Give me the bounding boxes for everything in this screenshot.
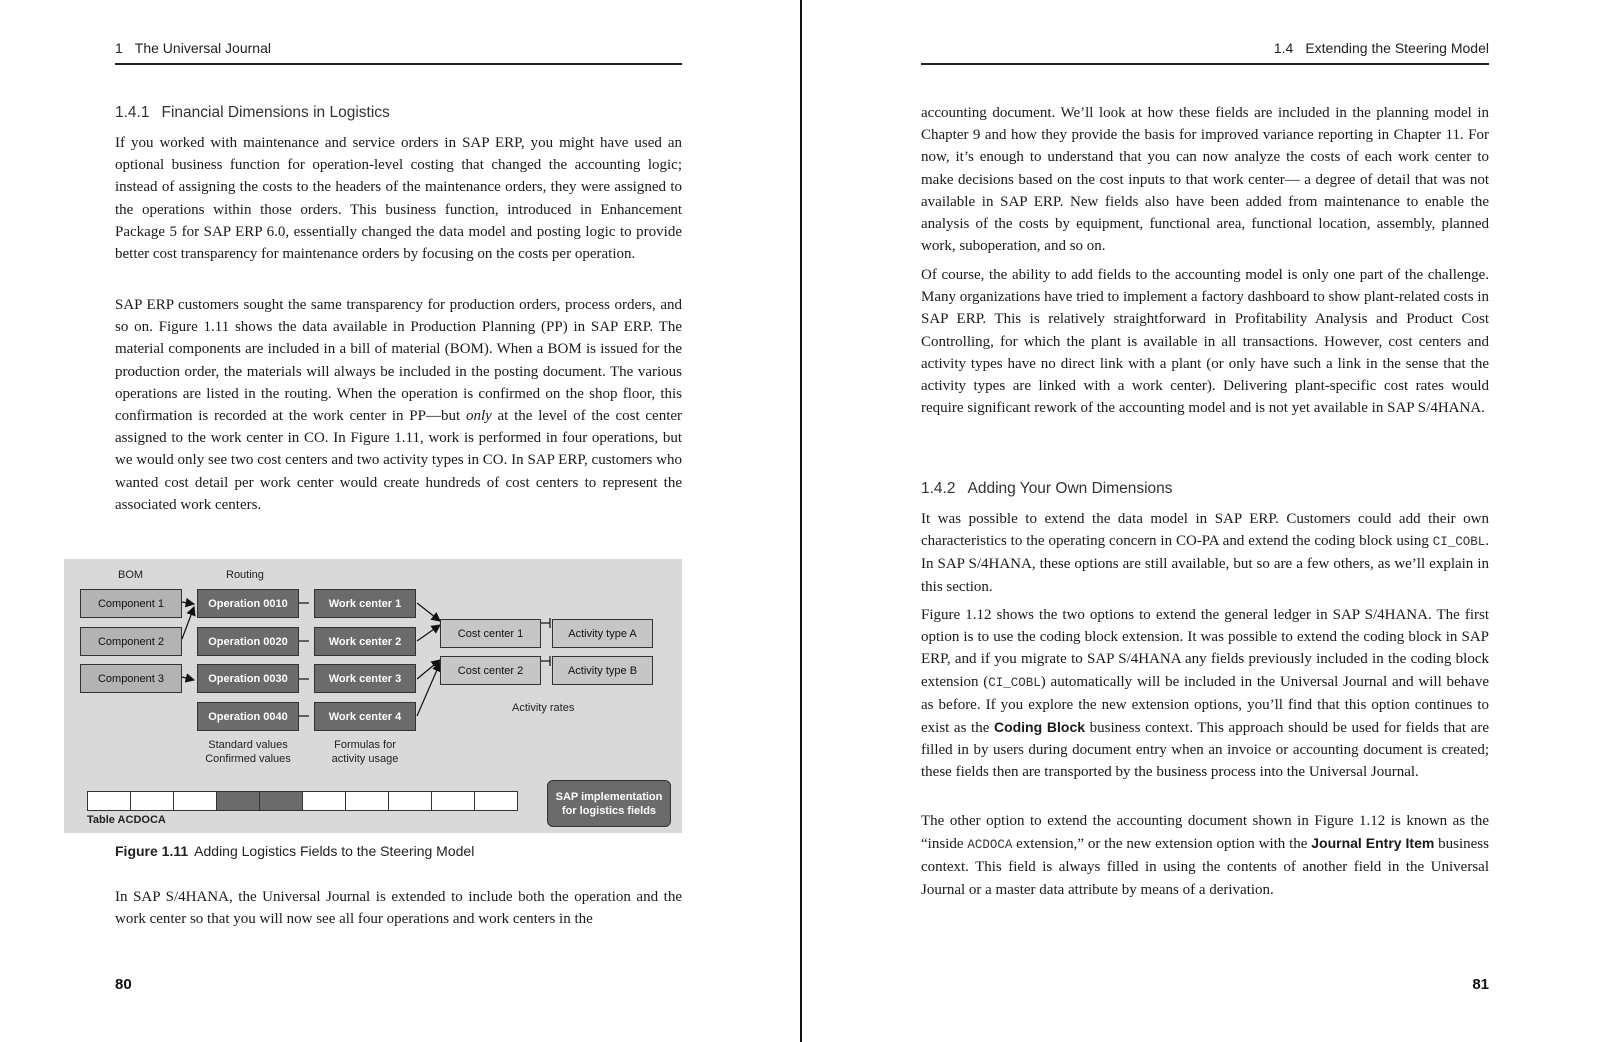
activity-type-box: Activity type B: [552, 656, 653, 685]
component-box: Component 1: [80, 589, 182, 618]
page-number: 81: [1472, 976, 1489, 993]
paragraph: [921, 810, 1489, 901]
formulas-label: Formulas for: [334, 739, 396, 751]
paragraph: [921, 508, 1489, 598]
cost-center-box: Cost center 2: [440, 656, 541, 685]
section-heading: [921, 480, 1173, 498]
table-cell: [388, 791, 432, 811]
work-center-box: Work center 4: [314, 702, 416, 731]
sap-box-line: for logistics fields: [561, 804, 657, 817]
header-rule: [115, 63, 682, 65]
section-number: 1.4: [1273, 40, 1294, 56]
ui-term: Coding Block: [993, 719, 1086, 736]
paragraph: [921, 604, 1489, 784]
table-cell: [130, 791, 174, 811]
activity-rates-label: Activity rates: [512, 702, 575, 714]
text-run: It was possible to extend the data model in SAP ERP. Customers could add their own characteristics to the operating concern in CO-PA and extend the coding block using: [921, 511, 1489, 550]
text-run: The other option to extend the accounting document shown in Figure 1.12 is known as the “inside: [921, 813, 1489, 853]
running-head-left: [115, 40, 271, 56]
paragraph: In SAP S/4HANA, the Universal Journal is extended to include both the operation and the work center so that you will now see all four operations and work centers in the: [115, 889, 682, 928]
paragraph: If you worked with maintenance and service orders in SAP ERP, you might have used an optional business function for operation-level costing that changed the accounting logic; instead of assigning the costs to the headers of the maintenance orders, they were assigned to the operations within those orders. This business function, introduced in Enhancement Package 5 for SAP ERP 6.0, essentially changed the data model and posting logic to provide better cost transparency for maintenance orders by focusing on the costs per operation.: [115, 135, 682, 263]
table-cell-highlighted: [216, 791, 260, 811]
text-run: business context. This approach should be used for fields that are filled in by users during document entry when an invoice or accounting document is created; these fields then are transported by the business process into the Universal Journal.: [921, 720, 1489, 781]
figure-1-11: [64, 559, 682, 833]
section-number: 1.4.1: [115, 104, 150, 121]
sap-implementation-box: [547, 780, 671, 827]
standard-values-label: Standard values: [208, 739, 288, 751]
work-center-box: Work center 3: [314, 664, 416, 693]
confirmed-values-label: Confirmed values: [205, 753, 291, 765]
figure-caption: [115, 843, 474, 859]
text-run: ) automatically will be included in the Universal Journal and will behave as before. If you explore the new extension options, you’ll find that this option continues to exist as the: [921, 673, 1489, 737]
operation-box: Operation 0020: [197, 627, 299, 656]
chapter-title: The Universal Journal: [134, 40, 271, 56]
header-rule: [921, 63, 1489, 65]
bom-label: BOM: [118, 569, 144, 581]
cost-center-box: Cost center 1: [440, 619, 541, 648]
operation-box: Operation 0030: [197, 664, 299, 693]
table-cell: [173, 791, 217, 811]
routing-label: Routing: [226, 569, 264, 581]
code-term: CI_COBL: [988, 675, 1041, 690]
work-center-box: Work center 2: [314, 627, 416, 656]
table-cell: [87, 791, 131, 811]
running-head-right: [1274, 40, 1489, 56]
text-run: at the level of the cost center assigned to the work center in CO. In Figure 1.11, work is performed in four operations, but we would only see two cost centers and two activity types in CO. In SAP ERP, customers who wanted cost detail per work center would create hundreds of cost centers to represent the associated work centers.: [115, 408, 683, 513]
emphasis-text: only: [465, 408, 492, 425]
table-cell: [345, 791, 389, 811]
activity-type-box: Activity type A: [552, 619, 653, 648]
operation-box: Operation 0010: [197, 589, 299, 618]
component-box: Component 3: [80, 664, 182, 693]
section-number: 1.4.2: [921, 480, 956, 497]
right-page: [802, 0, 1600, 1042]
formulas-label: activity usage: [331, 753, 399, 765]
table-cell-highlighted: [259, 791, 303, 811]
paragraph: Of course, the ability to add fields to the accounting model is only one part of the challenge. Many organizations have tried to implement a factory dashboard to show plant-related costs in SAP ERP. This is relatively straightforward in Profitability Analysis and Product Cost Controlling, for which the plant is available in all transactions. However, cost centers and activity types have no direct link with a plant (or only have such a link in the sense that the activity types are linked with a work center). Delivering plant-specific cost rates would require significant rework of the accounting model and is not yet available in SAP S/4HANA.: [921, 267, 1489, 417]
table-cell: [302, 791, 346, 811]
component-box: Component 2: [80, 627, 182, 656]
text-run: . In SAP S/4HANA, these options are still available, but so are a few others, as we’ll explain in this section.: [921, 533, 1489, 595]
code-term: CI_COBL: [1432, 535, 1486, 550]
table-cell: [474, 791, 518, 811]
section-title: Extending the Steering Model: [1305, 40, 1489, 56]
section-heading: [115, 104, 390, 122]
table-cell: [431, 791, 475, 811]
caption-text: Adding Logistics Fields to the Steering Model: [194, 843, 475, 859]
caption-label: Figure 1.11: [115, 843, 189, 859]
work-center-box: Work center 1: [314, 589, 416, 618]
text-run: business context. This field is always filled in using the contents of another field in the Universal Journal or a master data attribute by means of a derivation.: [921, 836, 1489, 898]
paragraph: [115, 294, 682, 516]
paragraph: accounting document. We’ll look at how these fields are included in the planning model in Chapter 9 and how they provide the basis for improved variance reporting in Chapter 11. For now, it’s enough to understand that you can now analyze the costs of each work center to make decisions based on the cost inputs to that work center— a degree of detail that was not available in SAP ERP. New fields also have been added from maintenance to enable the analysis of the costs by equipment, functional area, functional location, assembly, planned work, suboperation, and so on.: [921, 105, 1489, 255]
ui-term: Journal Entry Item: [1311, 835, 1435, 852]
section-title: Adding Your Own Dimensions: [967, 480, 1173, 497]
text-run: Figure 1.12 shows the two options to extend the general ledger in SAP S/4HANA. The first option is to use the coding block extension. It was possible to extend the coding block in SAP ERP, and if you migrate to SAP S/4HANA any fields previously included in the coding block extension (: [921, 607, 1489, 690]
sap-box-line: SAP implementation: [555, 790, 663, 803]
text-run: extension,” or the new extension option with the: [1012, 836, 1312, 853]
text-run: SAP ERP customers sought the same transparency for production orders, process orders, and so on. Figure 1.11 shows the data available in Production Planning (PP) in SAP ERP. The material components are included in a bill of material (BOM). When a BOM is issued for the production order, the materials will always be included in the posting document. The various operations are listed in the routing. When the operation is confirmed on the shop floor, this confirmation is recorded at the work center in PP—but: [115, 297, 682, 425]
code-term: ACDOCA: [967, 838, 1013, 853]
operation-box: Operation 0040: [197, 702, 299, 731]
chapter-number: 1: [115, 40, 123, 56]
table-acdoca-label: Table ACDOCA: [87, 814, 166, 826]
page-number: 80: [115, 976, 132, 993]
section-title: Financial Dimensions in Logistics: [161, 104, 390, 121]
